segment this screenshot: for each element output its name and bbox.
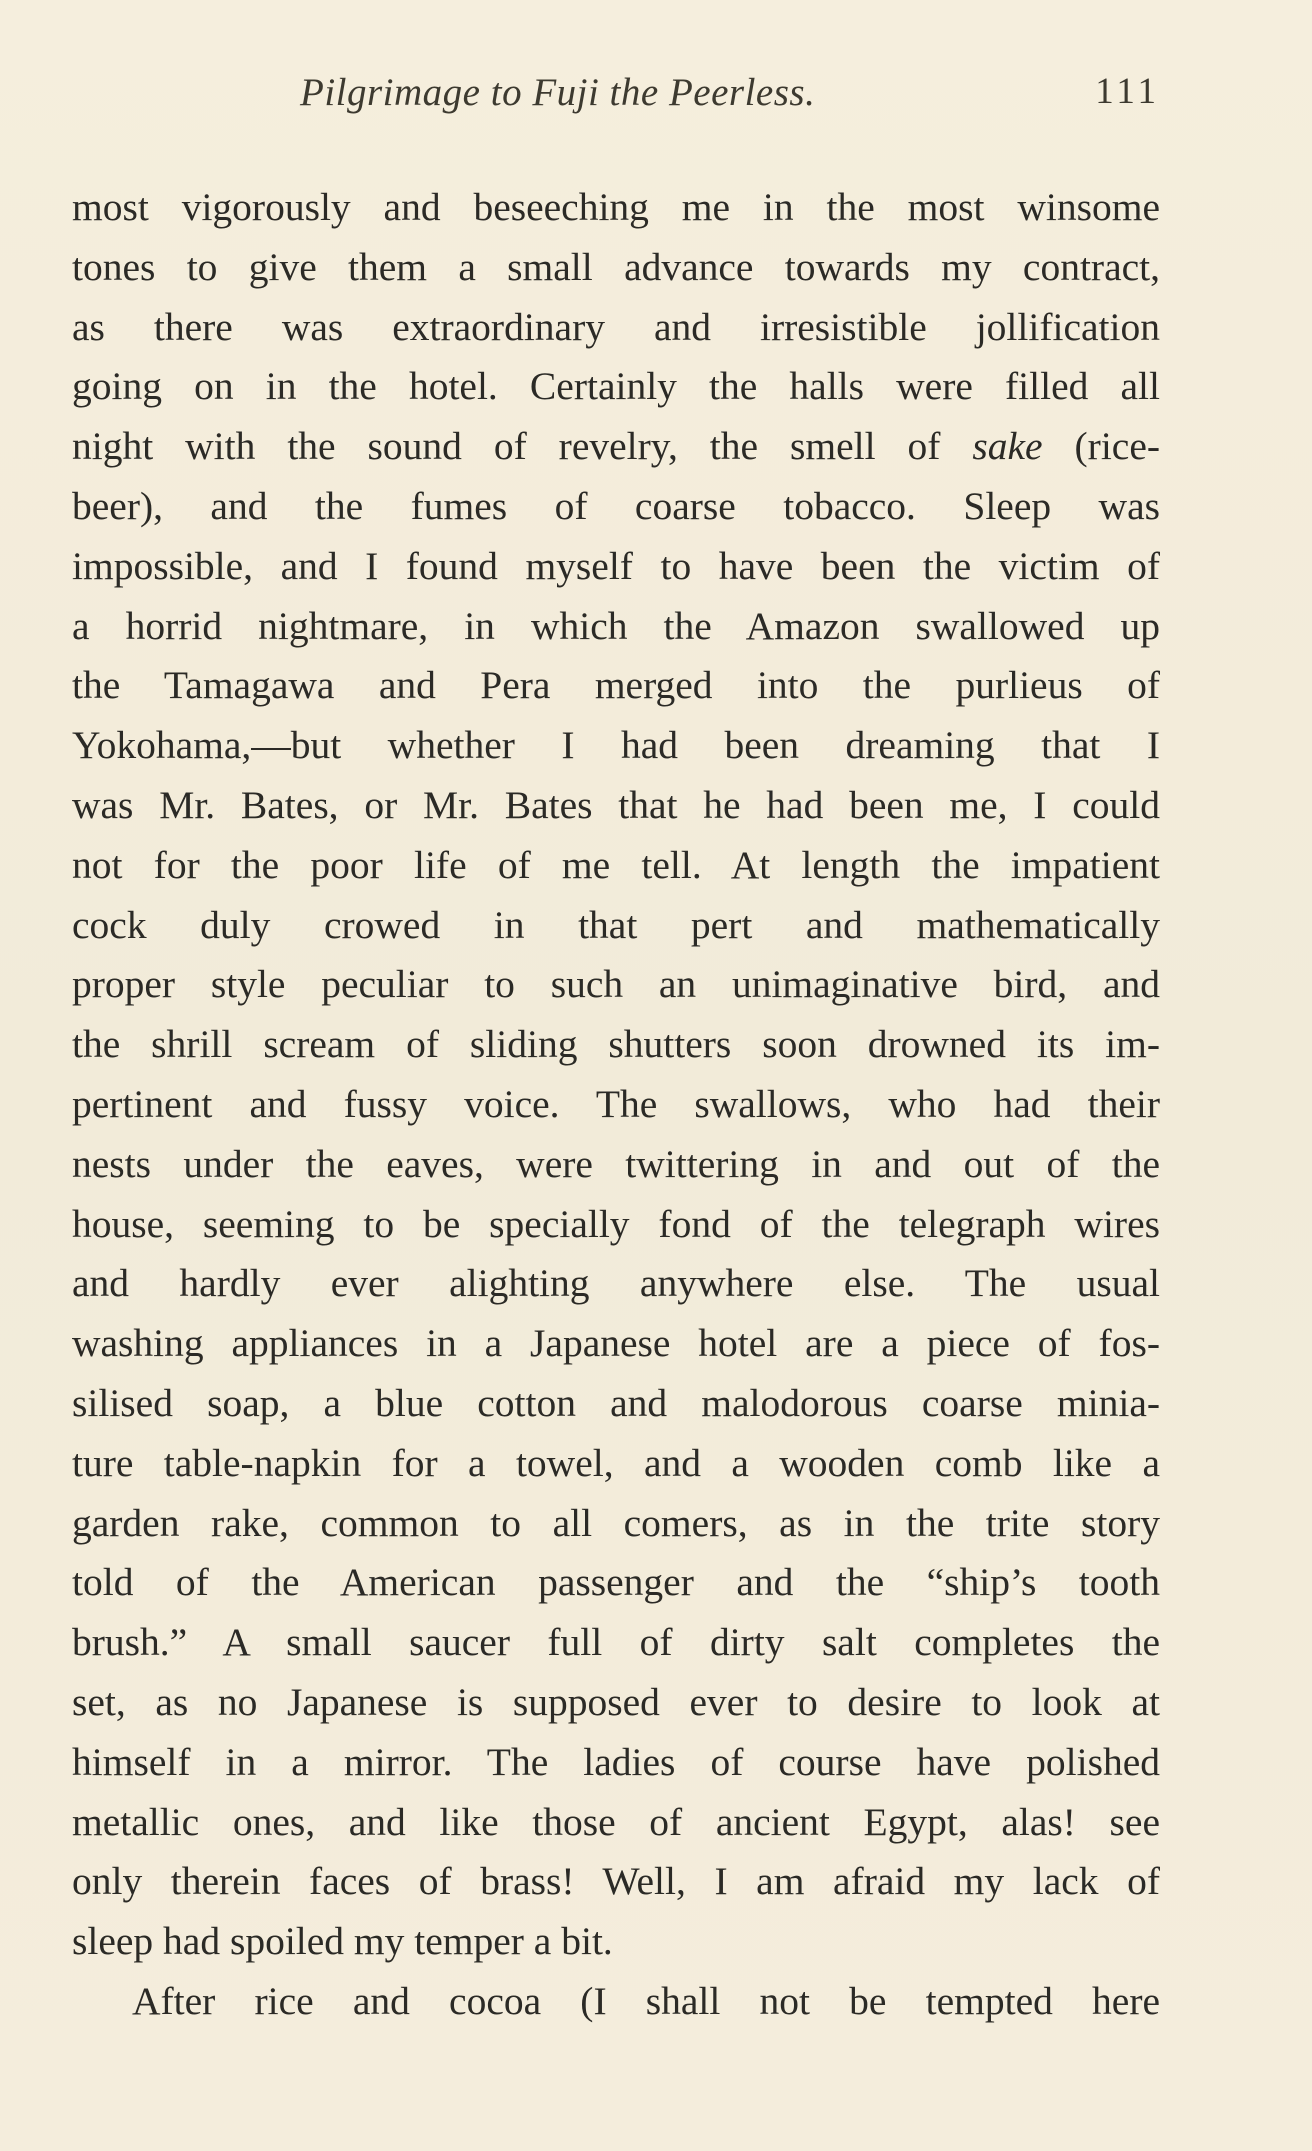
text-line: beer), and the fumes of coarse tobacco. Sleep was [72, 483, 1160, 528]
text-line: silised soap, a blue cotton and malodorous coarse minia- [72, 1380, 1160, 1425]
text-line: told of the American passenger and the “ship’s tooth [72, 1560, 1160, 1605]
text-line: going on in the hotel. Certainly the halls were filled all [72, 364, 1160, 409]
text-line: metallic ones, and like those of ancient Egypt, alas! see [72, 1799, 1160, 1844]
text-line: brush.” A small saucer full of dirty salt completes the [72, 1620, 1160, 1665]
text-line: pertinent and fussy voice. The swallows, who had their [72, 1081, 1160, 1126]
text-line: set, as no Japanese is supposed ever to desire to look at [72, 1679, 1160, 1724]
italic-word: sake [972, 424, 1043, 469]
text-line: garden rake, common to all comers, as in the trite story [72, 1500, 1160, 1545]
body-text [72, 178, 1160, 2032]
text-line [72, 417, 1160, 477]
text-line-segment: night with the sound of revelry, the smell of [72, 424, 941, 469]
text-line: only therein faces of brass! Well, I am afraid my lack of [72, 1859, 1160, 1904]
page-number: 111 [1095, 71, 1160, 112]
text-line: most vigorously and beseeching me in the most winsome [72, 185, 1160, 229]
text-line: was Mr. Bates, or Mr. Bates that he had been me, I could [72, 782, 1160, 827]
text-line: house, seeming to be specially fond of the telegraph wires [72, 1201, 1160, 1246]
text-line: nests under the eaves, were twittering in and out of the [72, 1141, 1160, 1186]
text-line: impossible, and I found myself to have been the victim of [72, 543, 1160, 588]
text-line-paragraph-start: After rice and cocoa (I shall not be tempted here [132, 1978, 1160, 2023]
text-line: as there was extraordinary and irresistible jollification [72, 304, 1160, 349]
text-line: himself in a mirror. The ladies of course have polished [72, 1739, 1160, 1784]
text-line: the shrill scream of sliding shutters soon drowned its im- [72, 1022, 1160, 1067]
text-line: and hardly ever alighting anywhere else. The usual [72, 1261, 1160, 1306]
running-head [300, 70, 1160, 130]
text-line: tones to give them a small advance towards my contract, [72, 244, 1160, 289]
text-line: cock duly crowed in that pert and mathematically [72, 902, 1160, 947]
text-line: a horrid nightmare, in which the Amazon swallowed up [72, 603, 1160, 648]
running-title: Pilgrimage to Fuji the Peerless. [300, 71, 816, 114]
text-line: proper style peculiar to such an unimaginative bird, and [72, 962, 1160, 1007]
text-line: not for the poor life of me tell. At length the impatient [72, 842, 1160, 887]
text-line: the Tamagawa and Pera merged into the purlieus of [72, 663, 1160, 708]
text-line: ture table-napkin for a towel, and a wooden comb like a [72, 1440, 1160, 1485]
text-line-segment: (rice- [1074, 424, 1160, 469]
text-line: washing appliances in a Japanese hotel are a piece of fos- [72, 1321, 1160, 1366]
text-line-paragraph-end: sleep had spoiled my temper a bit. [72, 1919, 613, 1964]
text-line: Yokohama,—but whether I had been dreaming that I [72, 723, 1160, 768]
